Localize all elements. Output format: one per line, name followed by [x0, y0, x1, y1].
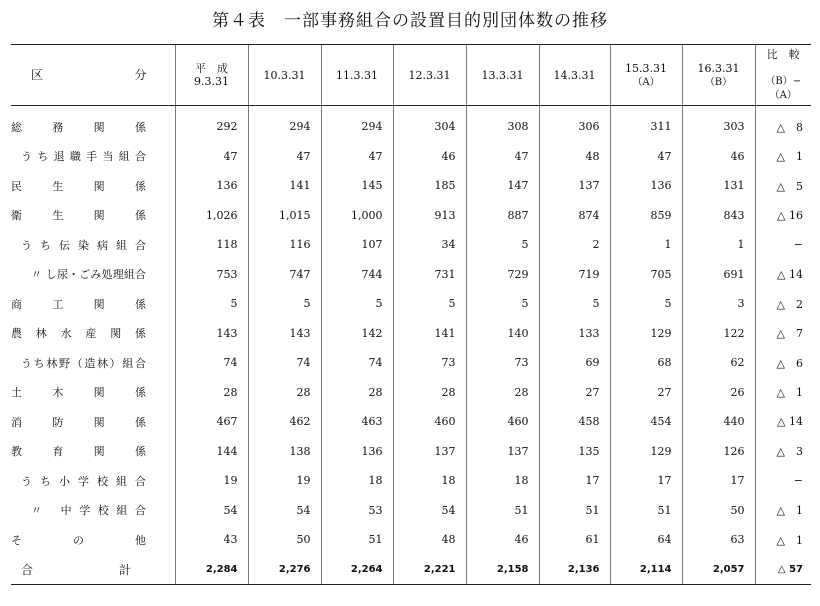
cell-value: 1,026	[175, 201, 248, 231]
cell-value: 311	[610, 106, 682, 142]
cell-value: 47	[175, 142, 248, 172]
cell-value: 753	[175, 260, 248, 290]
cell-value: 107	[321, 230, 393, 260]
cell-value: 705	[610, 260, 682, 290]
cell-value: 136	[610, 171, 682, 201]
date-label: 9.3.31	[194, 75, 229, 88]
cell-value: 2	[539, 230, 610, 260]
table-row	[11, 142, 811, 172]
column-header	[539, 45, 610, 106]
cell-value: 137	[393, 437, 466, 467]
cell-value: 129	[610, 319, 682, 349]
cell-difference: △ 6	[755, 348, 811, 378]
cell-value: 28	[466, 378, 539, 408]
cell-value: 5	[539, 289, 610, 319]
table-row	[11, 348, 811, 378]
cell-value: 51	[539, 496, 610, 526]
cell-value: 143	[175, 319, 248, 349]
cell-value: 5	[610, 289, 682, 319]
cell-value: 118	[175, 230, 248, 260]
cell-value: 887	[466, 201, 539, 231]
cell-difference: △ 57	[755, 555, 811, 585]
compare-formula: （B）−（A）	[765, 76, 802, 101]
cell-value: 74	[321, 348, 393, 378]
cell-value: 5	[321, 289, 393, 319]
cell-value: 144	[175, 437, 248, 467]
row-label	[11, 437, 175, 467]
table-row	[11, 496, 811, 526]
cell-value: 306	[539, 106, 610, 142]
cell-value: 28	[175, 378, 248, 408]
cell-value: 5	[466, 289, 539, 319]
row-label-text: うち退職手当組合	[21, 150, 146, 164]
column-header	[682, 45, 755, 106]
cell-value: 2,114	[610, 555, 682, 585]
cell-value: 63	[682, 525, 755, 555]
table-row	[11, 171, 811, 201]
cell-value: 135	[539, 437, 610, 467]
cell-value: 17	[610, 466, 682, 496]
cell-value: 53	[321, 496, 393, 526]
cell-value: 28	[248, 378, 321, 408]
cell-value: 304	[393, 106, 466, 142]
column-header	[610, 45, 682, 106]
cell-value: 47	[610, 142, 682, 172]
row-label-text: 消防関係	[11, 415, 146, 429]
row-label	[11, 525, 175, 555]
header-row	[11, 45, 811, 106]
cell-value: 874	[539, 201, 610, 231]
cell-value: 48	[539, 142, 610, 172]
cell-value: 5	[393, 289, 466, 319]
row-label-text: 商工関係	[11, 297, 146, 311]
row-label	[11, 201, 175, 231]
cell-difference: △ 14	[755, 260, 811, 290]
cell-value: 747	[248, 260, 321, 290]
cell-value: 62	[682, 348, 755, 378]
cell-value: 47	[466, 142, 539, 172]
row-label	[11, 555, 175, 585]
cell-difference: △ 1	[755, 142, 811, 172]
cell-value: 126	[682, 437, 755, 467]
cell-value: 50	[248, 525, 321, 555]
row-label-text: 教育関係	[11, 445, 146, 459]
table-row	[11, 437, 811, 467]
cell-value: 73	[466, 348, 539, 378]
date-label: 12.3.31	[408, 68, 451, 82]
cell-value: 54	[248, 496, 321, 526]
table-title: 第４表 一部事務組合の設置目的別団体数の推移	[212, 11, 608, 31]
row-label-text: 〃 中学校組合	[31, 504, 146, 518]
cell-value: 138	[248, 437, 321, 467]
row-label-text: 農林水産関係	[11, 327, 146, 341]
row-label-text: うち林野（造林）組合	[21, 356, 146, 370]
cell-value: 913	[393, 201, 466, 231]
cell-value: 729	[466, 260, 539, 290]
row-label	[11, 106, 175, 142]
row-label-text: 合計	[21, 562, 131, 577]
cell-value: 454	[610, 407, 682, 437]
date-label: 11.3.31	[336, 68, 378, 82]
row-label-text: 〃 し尿・ごみ処理組合	[31, 268, 146, 282]
cell-value: 34	[393, 230, 466, 260]
cell-value: 2,057	[682, 555, 755, 585]
cell-value: 122	[682, 319, 755, 349]
cell-difference: △ 1	[755, 496, 811, 526]
cell-value: 54	[393, 496, 466, 526]
table-row	[11, 407, 811, 437]
cell-value: 137	[466, 437, 539, 467]
cell-value: 2,158	[466, 555, 539, 585]
cell-value: 145	[321, 171, 393, 201]
cell-value: 292	[175, 106, 248, 142]
cell-value: 69	[539, 348, 610, 378]
column-header	[393, 45, 466, 106]
row-label	[11, 230, 175, 260]
category-header-part: 分	[134, 67, 147, 82]
cell-value: 18	[393, 466, 466, 496]
cell-value: 467	[175, 407, 248, 437]
cell-value: 51	[466, 496, 539, 526]
row-label	[11, 348, 175, 378]
era-label: 平 成	[195, 62, 228, 75]
cell-value: 458	[539, 407, 610, 437]
table-body	[11, 106, 811, 585]
cell-value: 2,221	[393, 555, 466, 585]
cell-value: 5	[466, 230, 539, 260]
row-label	[11, 407, 175, 437]
column-header	[466, 45, 539, 106]
cell-value: 136	[175, 171, 248, 201]
cell-value: 294	[248, 106, 321, 142]
cell-value: 3	[682, 289, 755, 319]
column-header	[248, 45, 321, 106]
row-label	[11, 142, 175, 172]
cell-value: 460	[393, 407, 466, 437]
cell-value: 51	[321, 525, 393, 555]
row-label	[11, 260, 175, 290]
cell-value: 143	[248, 319, 321, 349]
data-table	[11, 44, 811, 585]
category-header	[11, 45, 175, 106]
column-header	[175, 45, 248, 106]
cell-value: 28	[321, 378, 393, 408]
cell-value: 26	[682, 378, 755, 408]
cell-value: 48	[393, 525, 466, 555]
cell-value: 50	[682, 496, 755, 526]
cell-value: 1	[682, 230, 755, 260]
cell-value: 1,015	[248, 201, 321, 231]
row-label	[11, 319, 175, 349]
row-label-text: その他	[11, 533, 146, 547]
cell-difference: △ 16	[755, 201, 811, 231]
cell-value: 131	[682, 171, 755, 201]
total-row	[11, 555, 811, 585]
row-label	[11, 496, 175, 526]
cell-difference: △ 8	[755, 106, 811, 142]
cell-value: 294	[321, 106, 393, 142]
cell-value: 17	[682, 466, 755, 496]
cell-value: 462	[248, 407, 321, 437]
cell-value: 2,276	[248, 555, 321, 585]
table-row	[11, 289, 811, 319]
cell-difference: △ 7	[755, 319, 811, 349]
cell-value: 744	[321, 260, 393, 290]
compare-header	[755, 45, 811, 106]
cell-value: 5	[248, 289, 321, 319]
cell-value: 308	[466, 106, 539, 142]
cell-value: 46	[393, 142, 466, 172]
row-label-text: 土木関係	[11, 386, 146, 400]
cell-value: 27	[610, 378, 682, 408]
row-label	[11, 466, 175, 496]
cell-value: 843	[682, 201, 755, 231]
cell-value: 147	[466, 171, 539, 201]
cell-value: 64	[610, 525, 682, 555]
date-label: 14.3.31	[553, 68, 596, 82]
table-row	[11, 319, 811, 349]
cell-value: 46	[466, 525, 539, 555]
cell-value: 51	[610, 496, 682, 526]
cell-value: 28	[393, 378, 466, 408]
cell-value: 1	[610, 230, 682, 260]
cell-value: 61	[539, 525, 610, 555]
table-row	[11, 260, 811, 290]
cell-value: 46	[682, 142, 755, 172]
cell-value: 136	[321, 437, 393, 467]
cell-value: 27	[539, 378, 610, 408]
cell-value: 47	[321, 142, 393, 172]
table-row	[11, 378, 811, 408]
row-label	[11, 289, 175, 319]
cell-difference: △ 14	[755, 407, 811, 437]
cell-value: 18	[466, 466, 539, 496]
cell-value: 303	[682, 106, 755, 142]
cell-value: 5	[175, 289, 248, 319]
cell-value: 68	[610, 348, 682, 378]
row-label	[11, 171, 175, 201]
table-row	[11, 525, 811, 555]
cell-value: 2,284	[175, 555, 248, 585]
cell-difference: △ 2	[755, 289, 811, 319]
date-label: 16.3.31	[697, 61, 740, 75]
cell-difference: △ 5	[755, 171, 811, 201]
cell-value: 19	[175, 466, 248, 496]
cell-value: 440	[682, 407, 755, 437]
cell-value: 463	[321, 407, 393, 437]
cell-value: 859	[610, 201, 682, 231]
cell-value: 17	[539, 466, 610, 496]
cell-value: 142	[321, 319, 393, 349]
row-label	[11, 378, 175, 408]
compare-label: 比 較	[766, 48, 800, 61]
cell-value: 140	[466, 319, 539, 349]
cell-difference: △ 3	[755, 437, 811, 467]
row-label-text: 総務関係	[11, 120, 146, 134]
cell-value: 74	[248, 348, 321, 378]
cell-value: 137	[539, 171, 610, 201]
cell-difference: −	[755, 466, 811, 496]
cell-value: 18	[321, 466, 393, 496]
date-label: 10.3.31	[263, 68, 306, 82]
cell-value: 1,000	[321, 201, 393, 231]
cell-difference: △ 1	[755, 378, 811, 408]
cell-value: 74	[175, 348, 248, 378]
category-header-part: 区	[31, 67, 44, 82]
cell-value: 2,136	[539, 555, 610, 585]
cell-value: 47	[248, 142, 321, 172]
cell-value: 141	[393, 319, 466, 349]
table-row	[11, 230, 811, 260]
column-header	[321, 45, 393, 106]
cell-value: 73	[393, 348, 466, 378]
row-label-text: 民生関係	[11, 179, 146, 193]
column-marker: （B）	[704, 76, 733, 88]
cell-value: 2,264	[321, 555, 393, 585]
cell-value: 731	[393, 260, 466, 290]
column-marker: （A）	[632, 76, 660, 88]
cell-difference: −	[755, 230, 811, 260]
cell-value: 129	[610, 437, 682, 467]
table-row	[11, 106, 811, 142]
cell-value: 141	[248, 171, 321, 201]
cell-value: 43	[175, 525, 248, 555]
cell-value: 719	[539, 260, 610, 290]
cell-value: 116	[248, 230, 321, 260]
cell-value: 54	[175, 496, 248, 526]
date-label: 15.3.31	[625, 61, 667, 75]
cell-value: 691	[682, 260, 755, 290]
row-label-text: うち伝染病組合	[21, 238, 146, 252]
cell-value: 185	[393, 171, 466, 201]
row-label-text: うち小学校組合	[21, 474, 146, 488]
table-row	[11, 201, 811, 231]
row-label-text: 衛生関係	[11, 209, 146, 223]
date-label: 13.3.31	[481, 68, 524, 82]
cell-value: 133	[539, 319, 610, 349]
cell-value: 460	[466, 407, 539, 437]
cell-difference: △ 1	[755, 525, 811, 555]
table-row	[11, 466, 811, 496]
cell-value: 19	[248, 466, 321, 496]
